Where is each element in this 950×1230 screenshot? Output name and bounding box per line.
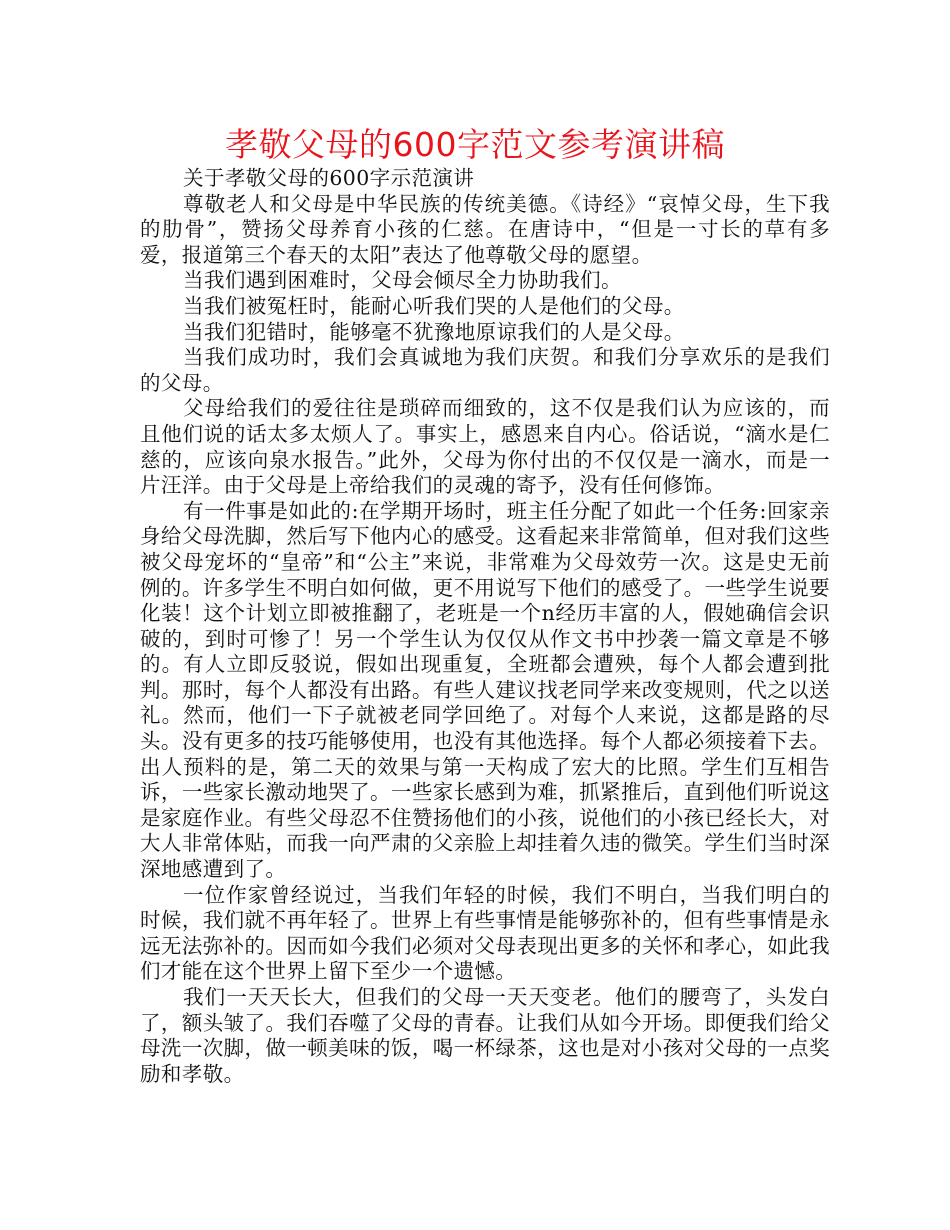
paragraph: 当我们犯错时，能够毫不犹豫地原谅我们的人是父母。 — [183, 319, 685, 344]
paragraph: 我们一天天长大，但我们的父母一天天变老。他们的腰弯了，头发白了，额头皱了。我们吞噬了父母的青春。让我们从如今开场。即便我们给父母洗一次脚，做一顿美味的饭，喝一杯绿茶，这也是对小孩对父母的一点奖励和孝敬。 — [140, 985, 830, 1086]
paragraph: 当我们遇到困难时，父母会倾尽全力协助我们。 — [183, 268, 622, 293]
paragraph: 一位作家曾经说过，当我们年轻的时候，我们不明白，当我们明白的时候，我们就不再年轻了。世界上有些事情是能够弥补的，但有些事情是永远无法弥补的。因而如今我们必须对父母表现出更多的关怀和孝心，如此我们才能在这个世界上留下至少一个遗憾。 — [140, 882, 830, 984]
paragraph: 父母给我们的爱往往是琐碎而细致的，这不仅是我们认为应该的，而且他们说的话太多太烦人了。事实上，感恩来自内心。俗话说，“滴水是仁慈的，应该向泉水报告。”此外，父母为你付出的不仅仅是一滴水，而是一片汪洋。由于父母是上帝给我们的灵魂的寄予，没有任何修饰。 — [140, 396, 830, 498]
paragraph: 当我们成功时，我们会真诚地为我们庆贺。和我们分享欢乐的是我们的父母。 — [140, 345, 830, 395]
document-title: 孝敬父母的600字范文参考演讲稿 — [225, 125, 725, 164]
paragraph: 当我们被冤枉时，能耐心听我们哭的人是他们的父母。 — [183, 293, 685, 318]
document-body — [140, 166, 830, 1087]
paragraph: 有一件事是如此的:在学期开场时，班主任分配了如此一个任务:回家亲身给父母洗脚，然后写下他内心的感受。这看起来非常简单，但对我们这些被父母宠坏的“皇帝”和“公主”来说，非常难为父母效劳一次。这是史无前例的。许多学生不明白如何做，更不用说写下他们的感受了。一些学生说要化装！这个计划立即被推翻了，老班是一个n经历丰富的人，假她确信会识破的，到时可惨了！另一个学生认为仅仅从作文书中抄袭一篇文章是不够的。有人立即反驳说，假如出现重复，全班都会遭殃，每个人都会遭到批判。那时，每个人都没有出路。有些人建议找老同学来改变规则，代之以送礼。然而，他们一下子就被老同学回绝了。对每个人来说，这都是路的尽头。没有更多的技巧能够使用，也没有其他选择。每个人都必须接着下去。出人预料的是，第二天的效果与第一天构成了宏大的比照。学生们互相告诉，一些家长激动地哭了。一些家长感到为难，抓紧推后，直到他们听说这是家庭作业。有些父母忍不住赞扬他们的小孩，说他们的小孩已经长大，对大人非常体贴，而我一向严肃的父亲脸上却挂着久违的微笑。学生们当时深深地感遭到了。 — [140, 498, 830, 882]
paragraph: 尊敬老人和父母是中华民族的传统美德。《诗经》“哀悼父母，生下我的肋骨”，赞扬父母养育小孩的仁慈。在唐诗中，“但是一寸长的草有多爱，报道第三个春天的太阳”表达了他尊敬父母的愿望。 — [140, 191, 830, 267]
paragraph-subtitle: 关于孝敬父母的600字示范演讲 — [183, 166, 475, 190]
